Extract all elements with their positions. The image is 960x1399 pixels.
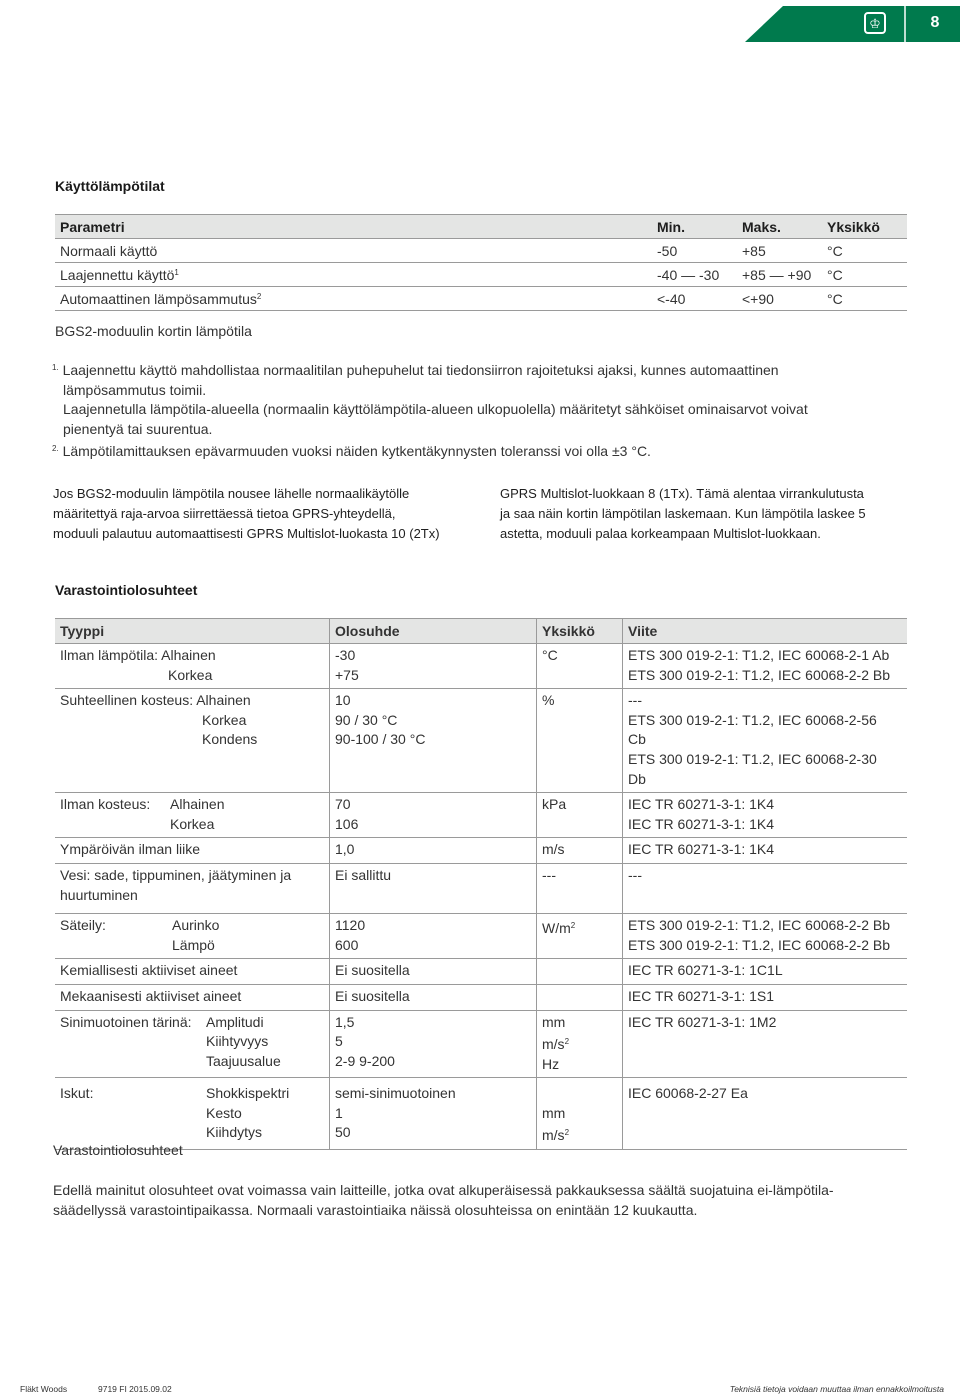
table-row: [55, 689, 907, 793]
cell-reference: IEC 60068-2-27 Ea: [623, 1078, 908, 1150]
table-row: [55, 263, 907, 287]
cell-condition: 1,0: [330, 838, 537, 864]
col-header-max: Maks.: [737, 215, 822, 239]
cell-reference: ETS 300 019-2-1: T1.2, IEC 60068-2-2 Bb ETS 300 019-2-1: T1.2, IEC 60068-2-2 Bb: [623, 914, 908, 959]
cell-unit: ---: [537, 863, 623, 913]
cell-condition: -30 +75: [330, 644, 537, 689]
cell-condition: 1,5 5 2-9 9-200: [330, 1010, 537, 1078]
cell-condition: Ei sallittu: [330, 863, 537, 913]
footnote-marker: 2.: [52, 444, 59, 453]
cell-unit: °C: [822, 239, 907, 263]
cell-condition: Ei suositella: [330, 959, 537, 985]
page-number: 8: [930, 14, 940, 31]
table-row: [55, 644, 907, 689]
table-row: [55, 1078, 907, 1150]
cell-type: Mekaanisesti aktiiviset aineet: [55, 984, 330, 1010]
cell-type: Iskut: Shokkispektri Kesto Kiihdytys: [55, 1078, 330, 1150]
table-row: [55, 959, 907, 985]
cell-unit: mm $m/s^2$: [537, 1078, 623, 1150]
cell-unit: %: [537, 689, 623, 793]
cell-type: Säteily: Aurinko Lämpö: [55, 914, 330, 959]
storage-conditions-table: [55, 618, 907, 1150]
cell-type: Ympäröivän ilman liike: [55, 838, 330, 864]
col-header-unit: Yksikkö: [537, 619, 623, 644]
cell-type: Suhteellinen kosteus: Alhainen Korkea Kondens: [55, 689, 330, 793]
cell-condition: semi-sinimuotoinen 1 50: [330, 1078, 537, 1150]
cell-reference: IEC TR 60271-3-1: 1C1L: [623, 959, 908, 985]
table-caption: Varastointiolosuhteet: [53, 1142, 183, 1158]
table-row: [55, 984, 907, 1010]
footer-doc-id: 9719 FI 2015.09.02: [98, 1384, 172, 1394]
cell-condition: 1120 600: [330, 914, 537, 959]
operating-temperature-table: [55, 214, 907, 351]
col-header-min: Min.: [652, 215, 737, 239]
table-row: [55, 793, 907, 838]
footer-disclaimer: Teknisiä tietoja voidaan muuttaa ilman ennakkoilmoitusta: [729, 1384, 944, 1394]
cell-unit: °C: [822, 263, 907, 287]
table-row: [55, 1010, 907, 1078]
col-header-unit: Yksikkö: [822, 215, 907, 239]
table-row: [55, 863, 907, 913]
table-row: [55, 287, 907, 311]
col-header-type: Tyyppi: [55, 619, 330, 644]
cell-reference: IEC TR 60271-3-1: 1K4: [623, 838, 908, 864]
cell-min: <-40: [652, 287, 737, 311]
cell-type: Sinimuotoinen tärinä: Amplitudi Kiihtyvyys Taajuusalue: [55, 1010, 330, 1078]
cell-unit: mm $m/s^2$ Hz: [537, 1010, 623, 1078]
col-header-condition: Olosuhde: [330, 619, 537, 644]
table-row: [55, 239, 907, 263]
cell-reference: --- ETS 300 019-2-1: T1.2, IEC 60068-2-56 Cb ETS 300 019-2-1: T1.2, IEC 60068-2-30 Db: [623, 689, 908, 793]
table-row: [55, 311, 907, 352]
col-header-parameter: Parametri: [55, 215, 652, 239]
cell-unit: [537, 959, 623, 985]
footer-company: Fläkt Woods: [20, 1384, 68, 1394]
cell-unit: °C: [537, 644, 623, 689]
cell-reference: IEC TR 60271-3-1: 1M2: [623, 1010, 908, 1078]
cell-param: Automaattinen lämpösammutus$^2$: [55, 287, 652, 311]
cell-condition: Ei suositella: [330, 984, 537, 1010]
storage-note: Edellä mainitut olosuhteet ovat voimassa vain laitteille, jotka ovat alkuperäisessä pakkauksessa säältä suojatuina ei-lämpötila- säädellyssä varastointipaikassa. Normaali varastointiaika näissä olosuhteissa on enintään 12 kuukautta.: [53, 1182, 834, 1218]
cell-max: <+90: [737, 287, 822, 311]
cell-module-temp: BGS2-moduulin kortin lämpötila: [55, 323, 252, 339]
section-title-storage: Varastointiolosuhteet: [55, 582, 198, 598]
cell-max: +85 — +90: [737, 263, 822, 287]
cell-type: Ilman kosteus: Alhainen Korkea: [55, 793, 330, 838]
cell-type: Kemiallisesti aktiiviset aineet: [55, 959, 330, 985]
cell-type: Ilman lämpötila: Alhainen Korkea: [55, 644, 330, 689]
cell-param: Normaali käyttö: [55, 239, 652, 263]
cell-unit: °C: [822, 287, 907, 311]
cell-param: Laajennettu käyttö$^1$: [55, 263, 652, 287]
brand-logo-icon: ♔: [864, 12, 886, 34]
table-row: [55, 914, 907, 959]
cell-unit: $W/m^2$: [537, 914, 623, 959]
cell-condition: 70 106: [330, 793, 537, 838]
cell-unit: kPa: [537, 793, 623, 838]
section-title-operating-temps: Käyttölämpötilat: [55, 178, 165, 194]
paragraph-right: GPRS Multislot-luokkaan 8 (1Tx). Tämä alentaa virrankulutusta ja saa näin kortin lämpötilan laskemaan. Kun lämpötila laskee 5 astetta, moduuli palaa korkeampaan Multislot-luokkaan.: [500, 486, 866, 541]
footnote-1: $^{1.}$ Laajennettu käyttö mahdollistaa normaalitilan puhepuhelut tai tiedonsiirron rajoitetuksi ajaksi, kunnes automaattinen lämpösammutus toimii. Laajennetulla lämpötila-alueella (normaalin käyttölämpötila-alueen ulkopuolella) määritetyt sähköiset ominaisarvot voivat pienentyä tai suurentua. $^{2.}$ Lämpötilamittauksen epävarmuuden vuoksi näiden kytkentäkynnysten toleranssi voi olla ±3 °C.: [52, 362, 808, 459]
col-header-reference: Viite: [623, 619, 908, 644]
cell-reference: IEC TR 60271-3-1: 1S1: [623, 984, 908, 1010]
cell-reference: ---: [623, 863, 908, 913]
cell-max: +85: [737, 239, 822, 263]
cell-min: -50: [652, 239, 737, 263]
cell-condition: 10 90 / 30 °C 90-100 / 30 °C: [330, 689, 537, 793]
cell-reference: IEC TR 60271-3-1: 1K4 IEC TR 60271-3-1: 1K4: [623, 793, 908, 838]
cell-unit: [537, 984, 623, 1010]
cell-unit: m/s: [537, 838, 623, 864]
cell-type: Vesi: sade, tippuminen, jäätyminen ja huurtuminen: [55, 863, 330, 913]
table-row: [55, 838, 907, 864]
cell-reference: ETS 300 019-2-1: T1.2, IEC 60068-2-1 Ab ETS 300 019-2-1: T1.2, IEC 60068-2-2 Bb: [623, 644, 908, 689]
footnote-marker: 1.: [52, 363, 59, 372]
cell-min: -40 — -30: [652, 263, 737, 287]
paragraph-left: Jos BGS2-moduulin lämpötila nousee lähelle normaalikäytölle määritettyä raja-arvoa siirrettäessä tietoa GPRS-yhteydellä, moduuli palautuu automaattisesti GPRS Multislot-luokasta 10 (2Tx): [53, 486, 440, 541]
